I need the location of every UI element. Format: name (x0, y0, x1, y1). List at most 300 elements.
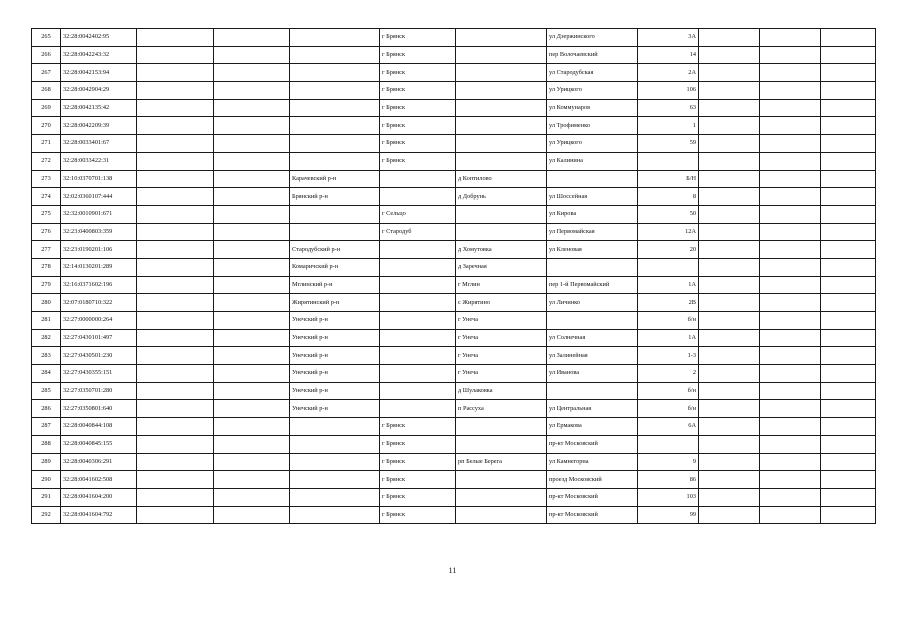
district-cell (290, 29, 380, 47)
empty-cell (760, 135, 821, 153)
empty-cell (699, 29, 760, 47)
table-row (32, 152, 876, 170)
empty-cell (214, 170, 290, 188)
row-number-cell: 276 (32, 223, 61, 241)
row-number-cell: 272 (32, 152, 61, 170)
empty-cell (760, 82, 821, 100)
row-number-cell: 283 (32, 347, 61, 365)
district-cell (290, 471, 380, 489)
house-number-cell: 103 (638, 488, 699, 506)
table-row (32, 64, 876, 82)
street-cell: ул Залинейная (547, 347, 638, 365)
empty-cell (699, 506, 760, 524)
row-number-cell: 285 (32, 382, 61, 400)
empty-cell (760, 29, 821, 47)
document-page (31, 28, 875, 524)
street-cell: ул Шоссейная (547, 188, 638, 206)
empty-cell (137, 46, 214, 64)
row-number-cell: 274 (32, 188, 61, 206)
empty-cell (760, 46, 821, 64)
empty-cell (214, 188, 290, 206)
district-cell: Карачевский р-н (290, 170, 380, 188)
empty-cell (821, 400, 876, 418)
street-cell: ул Коммунаров (547, 99, 638, 117)
locality-cell: д Коптилово (456, 170, 547, 188)
house-number-cell: 6А (638, 418, 699, 436)
row-number-cell: 292 (32, 506, 61, 524)
city-cell (380, 170, 456, 188)
district-cell: Стародубский р-н (290, 241, 380, 259)
empty-cell (699, 365, 760, 383)
empty-cell (821, 453, 876, 471)
empty-cell (699, 205, 760, 223)
table-row (32, 365, 876, 383)
table-row (32, 506, 876, 524)
row-number-cell: 286 (32, 400, 61, 418)
empty-cell (821, 294, 876, 312)
cadastral-number-cell: 32:10:0370701:138 (61, 170, 137, 188)
city-cell: г Брянск (380, 435, 456, 453)
city-cell (380, 294, 456, 312)
table-row (32, 382, 876, 400)
table-row (32, 418, 876, 436)
district-cell (290, 82, 380, 100)
district-cell (290, 152, 380, 170)
house-number-cell (638, 435, 699, 453)
empty-cell (214, 241, 290, 259)
cadastral-number-cell: 32:28:0042402:95 (61, 29, 137, 47)
empty-cell (760, 435, 821, 453)
empty-cell (699, 488, 760, 506)
district-cell (290, 46, 380, 64)
empty-cell (760, 223, 821, 241)
empty-cell (137, 488, 214, 506)
empty-cell (137, 188, 214, 206)
locality-cell: с Жирятино (456, 294, 547, 312)
empty-cell (821, 135, 876, 153)
empty-cell (821, 205, 876, 223)
empty-cell (760, 205, 821, 223)
table-row (32, 117, 876, 135)
street-cell: пр-кт Московский (547, 488, 638, 506)
empty-cell (214, 205, 290, 223)
empty-cell (699, 312, 760, 330)
district-cell (290, 99, 380, 117)
empty-cell (699, 453, 760, 471)
locality-cell: г Мглин (456, 276, 547, 294)
empty-cell (137, 29, 214, 47)
page-number: 11 (448, 566, 457, 575)
street-cell (547, 312, 638, 330)
empty-cell (214, 453, 290, 471)
city-cell: г Брянск (380, 99, 456, 117)
city-cell (380, 188, 456, 206)
district-cell: Унечский р-н (290, 382, 380, 400)
city-cell (380, 347, 456, 365)
locality-cell: д Заречная (456, 258, 547, 276)
empty-cell (760, 117, 821, 135)
empty-cell (137, 382, 214, 400)
locality-cell: г Унеча (456, 312, 547, 330)
row-number-cell: 279 (32, 276, 61, 294)
table-row (32, 188, 876, 206)
empty-cell (760, 418, 821, 436)
locality-cell (456, 135, 547, 153)
table-row (32, 453, 876, 471)
row-number-cell: 284 (32, 365, 61, 383)
empty-cell (821, 170, 876, 188)
empty-cell (699, 329, 760, 347)
city-cell (380, 258, 456, 276)
city-cell: г Брянск (380, 453, 456, 471)
empty-cell (821, 46, 876, 64)
cadastral-number-cell: 32:28:0040845:155 (61, 435, 137, 453)
empty-cell (821, 241, 876, 259)
registry-body (32, 29, 876, 524)
street-cell: ул Дзержинского (547, 29, 638, 47)
empty-cell (137, 312, 214, 330)
table-row (32, 258, 876, 276)
cadastral-number-cell: 32:28:0041602:508 (61, 471, 137, 489)
city-cell: г Брянск (380, 64, 456, 82)
city-cell (380, 276, 456, 294)
row-number-cell: 281 (32, 312, 61, 330)
cadastral-number-cell: 32:27:0430101:497 (61, 329, 137, 347)
empty-cell (821, 329, 876, 347)
empty-cell (760, 400, 821, 418)
empty-cell (137, 453, 214, 471)
empty-cell (821, 382, 876, 400)
empty-cell (760, 170, 821, 188)
cadastral-number-cell: 32:28:0042135:42 (61, 99, 137, 117)
empty-cell (137, 400, 214, 418)
empty-cell (137, 117, 214, 135)
cadastral-number-cell: 32:27:0350701:280 (61, 382, 137, 400)
table-row (32, 205, 876, 223)
empty-cell (214, 488, 290, 506)
empty-cell (214, 294, 290, 312)
empty-cell (821, 312, 876, 330)
empty-cell (214, 365, 290, 383)
table-row (32, 400, 876, 418)
empty-cell (137, 435, 214, 453)
empty-cell (137, 99, 214, 117)
street-cell: пр-кт Московский (547, 435, 638, 453)
street-cell (547, 170, 638, 188)
empty-cell (214, 276, 290, 294)
empty-cell (214, 347, 290, 365)
empty-cell (699, 241, 760, 259)
locality-cell (456, 471, 547, 489)
district-cell (290, 117, 380, 135)
empty-cell (699, 382, 760, 400)
street-cell: ул Кленовая (547, 241, 638, 259)
house-number-cell (638, 152, 699, 170)
empty-cell (699, 471, 760, 489)
empty-cell (760, 382, 821, 400)
house-number-cell: 14 (638, 46, 699, 64)
district-cell (290, 453, 380, 471)
empty-cell (214, 400, 290, 418)
district-cell (290, 64, 380, 82)
table-row (32, 435, 876, 453)
city-cell: г Брянск (380, 29, 456, 47)
locality-cell (456, 223, 547, 241)
city-cell: г Брянск (380, 488, 456, 506)
empty-cell (760, 258, 821, 276)
house-number-cell: 2В (638, 294, 699, 312)
empty-cell (699, 170, 760, 188)
locality-cell: д Хомутовка (456, 241, 547, 259)
house-number-cell: 20 (638, 241, 699, 259)
row-number-cell: 275 (32, 205, 61, 223)
empty-cell (214, 329, 290, 347)
locality-cell (456, 435, 547, 453)
empty-cell (214, 152, 290, 170)
street-cell (547, 382, 638, 400)
empty-cell (821, 258, 876, 276)
empty-cell (760, 329, 821, 347)
row-number-cell: 271 (32, 135, 61, 153)
cadastral-number-cell: 32:28:0042904:29 (61, 82, 137, 100)
house-number-cell: 99 (638, 506, 699, 524)
street-cell: ул Трофименко (547, 117, 638, 135)
empty-cell (214, 99, 290, 117)
street-cell: пер Волочаевский (547, 46, 638, 64)
house-number-cell: 2 (638, 365, 699, 383)
city-cell (380, 241, 456, 259)
city-cell (380, 400, 456, 418)
locality-cell (456, 152, 547, 170)
city-cell: г Брянск (380, 117, 456, 135)
table-row (32, 471, 876, 489)
empty-cell (821, 188, 876, 206)
empty-cell (214, 258, 290, 276)
table-row (32, 312, 876, 330)
empty-cell (760, 294, 821, 312)
empty-cell (821, 365, 876, 383)
locality-cell (456, 99, 547, 117)
city-cell: г Брянск (380, 46, 456, 64)
empty-cell (214, 418, 290, 436)
empty-cell (821, 418, 876, 436)
empty-cell (699, 223, 760, 241)
row-number-cell: 288 (32, 435, 61, 453)
empty-cell (821, 152, 876, 170)
row-number-cell: 266 (32, 46, 61, 64)
district-cell (290, 488, 380, 506)
city-cell: г Брянск (380, 418, 456, 436)
empty-cell (137, 152, 214, 170)
district-cell: Унечский р-н (290, 400, 380, 418)
house-number-cell: б/н (638, 312, 699, 330)
locality-cell (456, 205, 547, 223)
district-cell: Комаричский р-н (290, 258, 380, 276)
empty-cell (699, 188, 760, 206)
cadastral-number-cell: 32:28:0041604:792 (61, 506, 137, 524)
street-cell: ул Первомайская (547, 223, 638, 241)
empty-cell (821, 276, 876, 294)
district-cell: Унечский р-н (290, 347, 380, 365)
row-number-cell: 282 (32, 329, 61, 347)
empty-cell (214, 46, 290, 64)
table-row (32, 347, 876, 365)
row-number-cell: 290 (32, 471, 61, 489)
district-cell: Брянский р-н (290, 188, 380, 206)
cadastral-number-cell: 32:28:0033401:67 (61, 135, 137, 153)
empty-cell (821, 347, 876, 365)
locality-cell (456, 418, 547, 436)
table-row (32, 46, 876, 64)
empty-cell (821, 506, 876, 524)
district-cell (290, 223, 380, 241)
city-cell (380, 312, 456, 330)
city-cell: г Брянск (380, 506, 456, 524)
cadastral-number-cell: 32:02:0360107:444 (61, 188, 137, 206)
empty-cell (137, 347, 214, 365)
empty-cell (137, 82, 214, 100)
empty-cell (760, 347, 821, 365)
empty-cell (699, 294, 760, 312)
row-number-cell: 287 (32, 418, 61, 436)
house-number-cell: 50 (638, 205, 699, 223)
empty-cell (821, 117, 876, 135)
cadastral-number-cell: 32:28:0033422:31 (61, 152, 137, 170)
street-cell: пр-кт Московский (547, 506, 638, 524)
city-cell (380, 365, 456, 383)
empty-cell (699, 135, 760, 153)
property-registry-table (31, 28, 876, 524)
empty-cell (214, 382, 290, 400)
empty-cell (760, 152, 821, 170)
empty-cell (137, 471, 214, 489)
empty-cell (699, 400, 760, 418)
table-row (32, 223, 876, 241)
house-number-cell: 3А (638, 29, 699, 47)
city-cell: г Сельцо (380, 205, 456, 223)
row-number-cell: 265 (32, 29, 61, 47)
empty-cell (821, 471, 876, 489)
empty-cell (137, 241, 214, 259)
row-number-cell: 268 (32, 82, 61, 100)
empty-cell (214, 506, 290, 524)
house-number-cell: 2А (638, 64, 699, 82)
house-number-cell: 1-3 (638, 347, 699, 365)
table-row (32, 99, 876, 117)
empty-cell (760, 471, 821, 489)
locality-cell (456, 46, 547, 64)
cadastral-number-cell: 32:14:0130201:289 (61, 258, 137, 276)
cadastral-number-cell: 32:32:0010901:671 (61, 205, 137, 223)
city-cell (380, 382, 456, 400)
street-cell: ул Урицкого (547, 82, 638, 100)
empty-cell (137, 365, 214, 383)
house-number-cell: 106 (638, 82, 699, 100)
house-number-cell: 8 (638, 188, 699, 206)
table-row (32, 170, 876, 188)
house-number-cell: Б/Н (638, 170, 699, 188)
street-cell: проезд Московский (547, 471, 638, 489)
empty-cell (821, 99, 876, 117)
empty-cell (821, 82, 876, 100)
row-number-cell: 267 (32, 64, 61, 82)
locality-cell (456, 488, 547, 506)
locality-cell: рп Белые Берега (456, 453, 547, 471)
cadastral-number-cell: 32:28:0042243:32 (61, 46, 137, 64)
empty-cell (137, 64, 214, 82)
city-cell: г Брянск (380, 135, 456, 153)
row-number-cell: 291 (32, 488, 61, 506)
empty-cell (699, 418, 760, 436)
cadastral-number-cell: 32:07:0180710:322 (61, 294, 137, 312)
empty-cell (214, 135, 290, 153)
empty-cell (760, 488, 821, 506)
locality-cell (456, 82, 547, 100)
empty-cell (821, 223, 876, 241)
row-number-cell: 280 (32, 294, 61, 312)
empty-cell (137, 135, 214, 153)
row-number-cell: 273 (32, 170, 61, 188)
house-number-cell: 1 (638, 117, 699, 135)
house-number-cell (638, 258, 699, 276)
row-number-cell: 270 (32, 117, 61, 135)
locality-cell: д Добрунь (456, 188, 547, 206)
locality-cell (456, 117, 547, 135)
district-cell: Унечский р-н (290, 312, 380, 330)
cadastral-number-cell: 32:27:0000000:264 (61, 312, 137, 330)
street-cell (547, 258, 638, 276)
empty-cell (214, 223, 290, 241)
street-cell: ул Личинко (547, 294, 638, 312)
cadastral-number-cell: 32:28:0040844:108 (61, 418, 137, 436)
cadastral-number-cell: 32:23:0400803:359 (61, 223, 137, 241)
house-number-cell: 1А (638, 276, 699, 294)
house-number-cell: б/н (638, 400, 699, 418)
empty-cell (760, 188, 821, 206)
street-cell: ул Центральная (547, 400, 638, 418)
district-cell: Унечский р-н (290, 365, 380, 383)
table-row (32, 241, 876, 259)
cadastral-number-cell: 32:23:0190201:106 (61, 241, 137, 259)
empty-cell (760, 453, 821, 471)
empty-cell (699, 99, 760, 117)
cadastral-number-cell: 32:16:0371602:196 (61, 276, 137, 294)
empty-cell (699, 82, 760, 100)
empty-cell (214, 29, 290, 47)
street-cell: ул Иванова (547, 365, 638, 383)
city-cell: г Брянск (380, 471, 456, 489)
city-cell (380, 329, 456, 347)
district-cell: Жирятинский р-н (290, 294, 380, 312)
cadastral-number-cell: 32:28:0040306:291 (61, 453, 137, 471)
empty-cell (137, 294, 214, 312)
empty-cell (137, 418, 214, 436)
empty-cell (699, 152, 760, 170)
empty-cell (137, 223, 214, 241)
table-row (32, 82, 876, 100)
district-cell: Унечский р-н (290, 329, 380, 347)
empty-cell (821, 435, 876, 453)
cadastral-number-cell: 32:28:0042209:39 (61, 117, 137, 135)
locality-cell: г Унеча (456, 365, 547, 383)
locality-cell: п Рассуха (456, 400, 547, 418)
empty-cell (137, 329, 214, 347)
row-number-cell: 269 (32, 99, 61, 117)
cadastral-number-cell: 32:28:0041604:200 (61, 488, 137, 506)
empty-cell (821, 488, 876, 506)
table-row (32, 135, 876, 153)
row-number-cell: 277 (32, 241, 61, 259)
